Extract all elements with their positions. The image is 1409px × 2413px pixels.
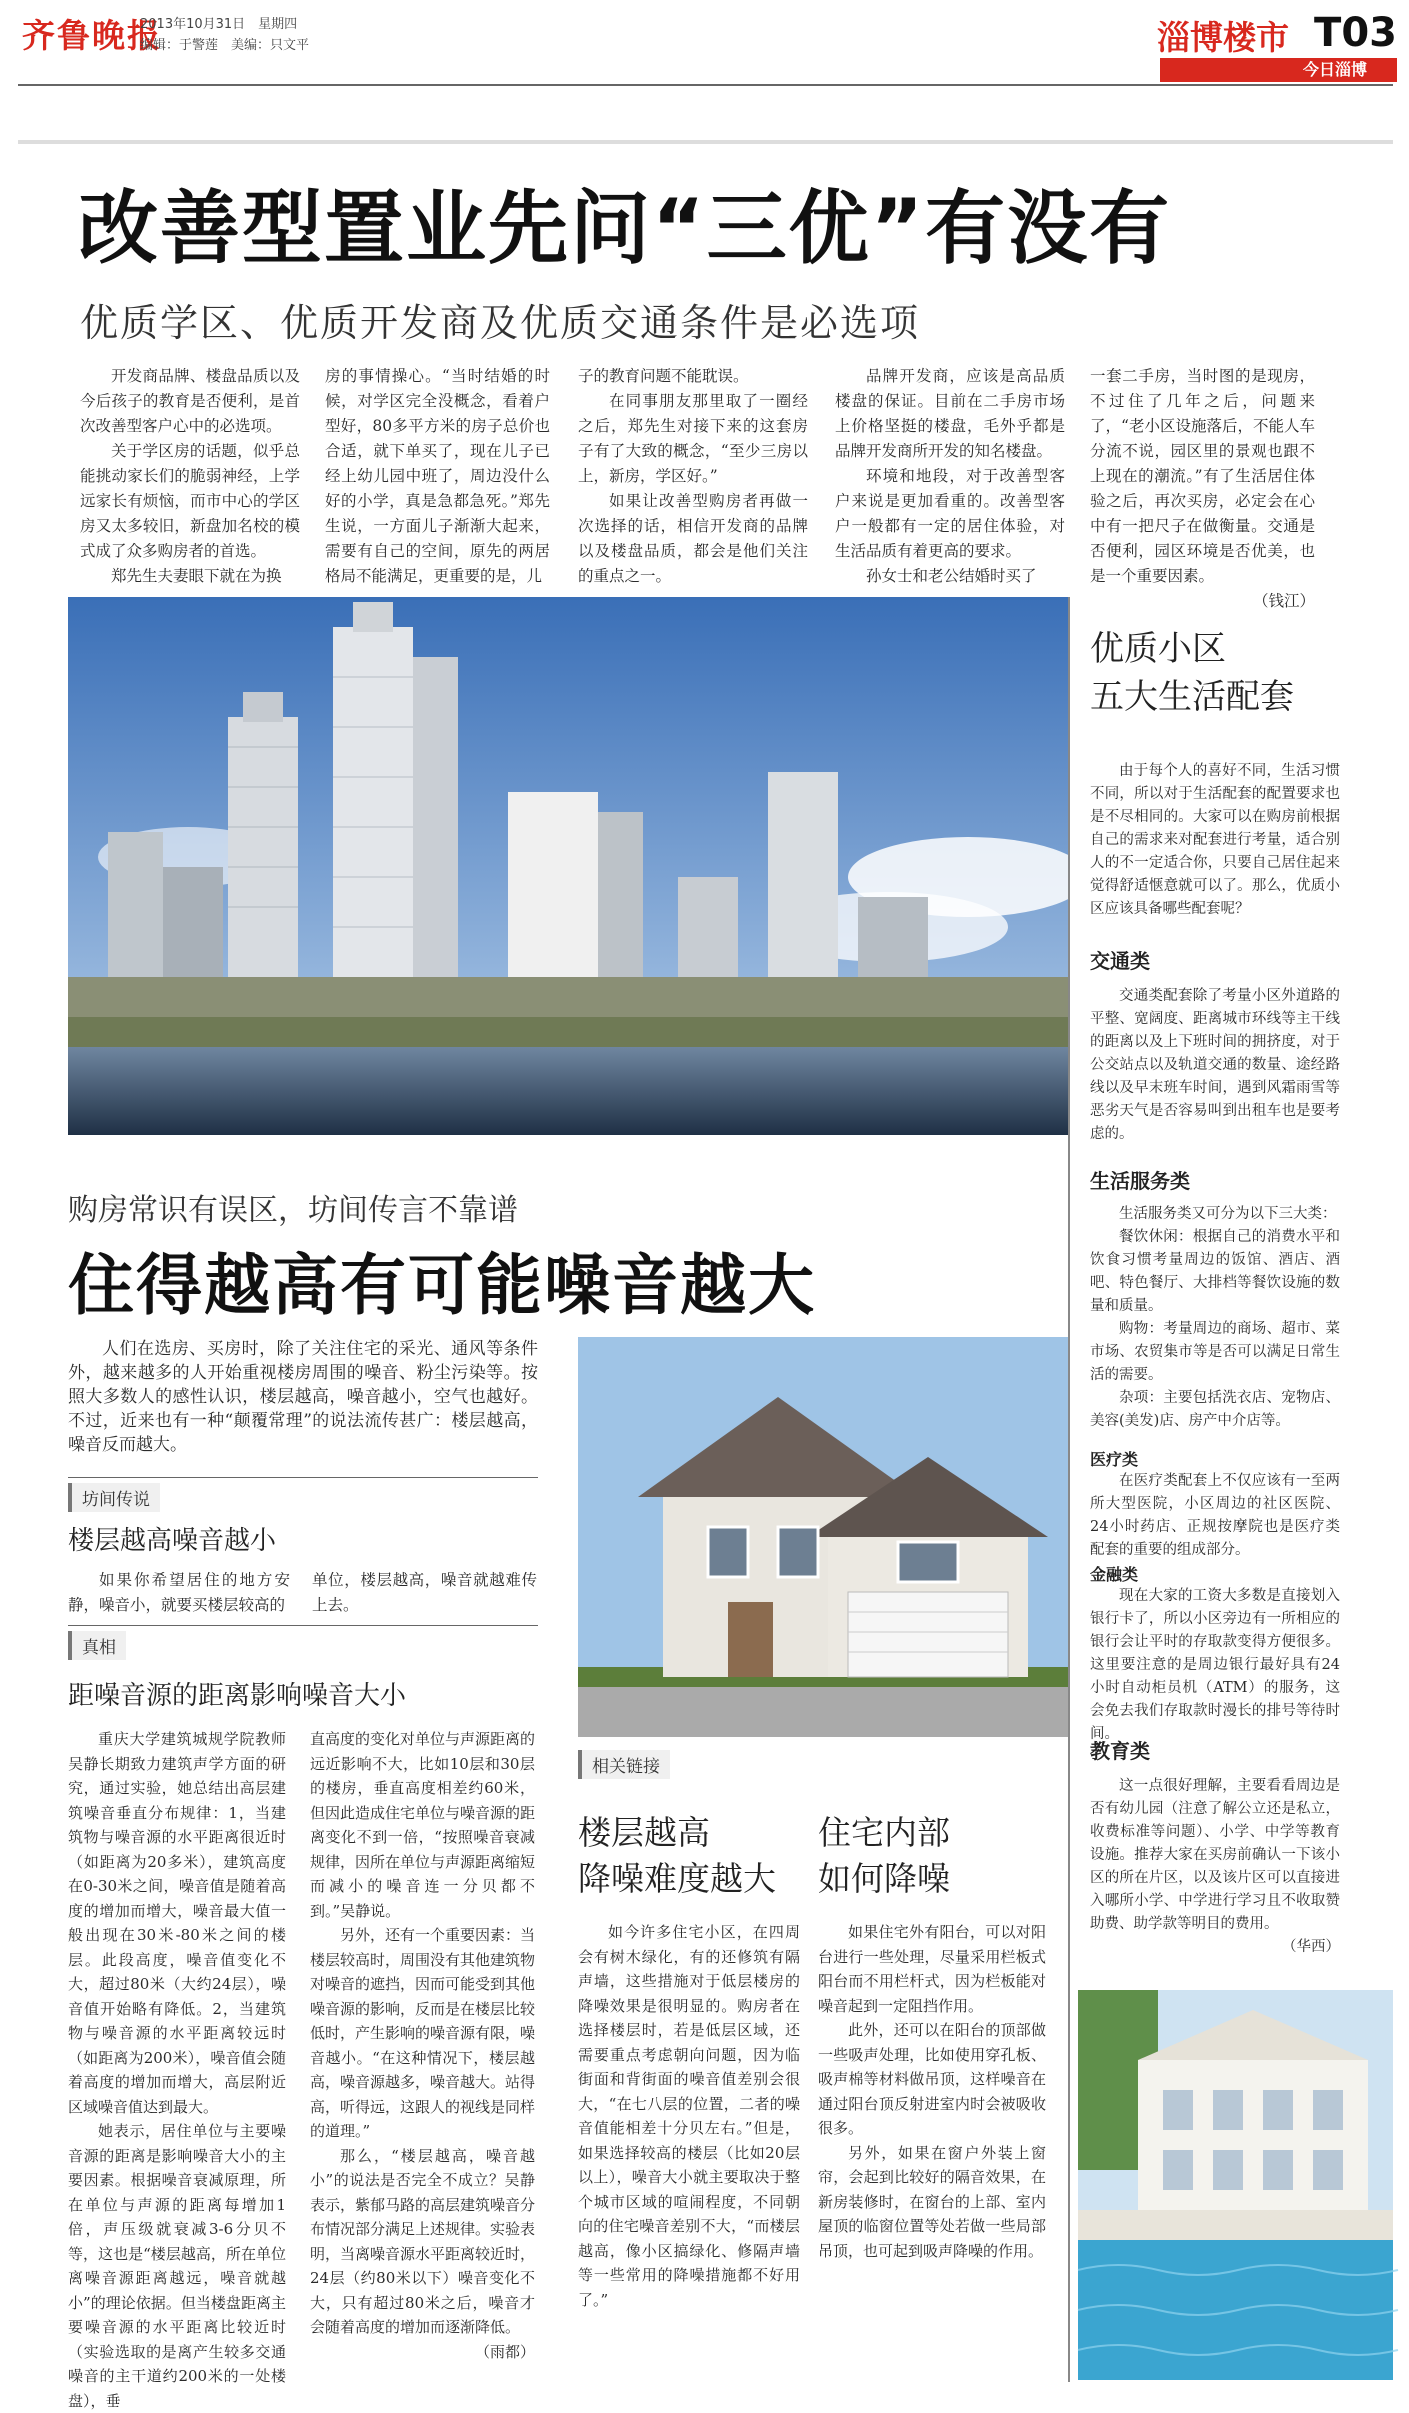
related-box1-text: 如今许多住宅小区，在四周会有树木绿化，有的还修筑有隔声墙，这些措施对于低层楼房的降噪效果是很明显的。购房者在选择楼层时，若是低层区域，还需要重点考虑朝向问题，因为临街面和背街面的噪音值差别会很大，“在七八层的位置，二者的噪音值能相差十分贝左右。”但是，如果选择较高的楼层（比如20层以上），噪音大小就主要取决于整个城市区域的喧闹程度，不同朝向的住宅噪音差别不大，“而楼层越高，像小区搞绿化、修隔声墙等一些常用的降噪措施都不好用了。” [578,1923,800,2309]
masthead-rule [18,84,1393,86]
sidebar-cat-education: 教育类 [1090,1739,1150,1763]
related-tag: 相关链接 [578,1750,670,1779]
truth-subheading: 距噪音源的距离影响噪音大小 [68,1681,407,1711]
house-image [578,1337,1068,1737]
sidebar-title: 优质小区 五大生活配套 [1090,629,1294,717]
truth-col-2: 直高度的变化对单位与声源距离的远近影响不大，比如10层和30层的楼房，垂直高度相差约60米，但因此造成住宅单位与噪音源的距离变化不到一倍，“按照噪音衰减规律，因所在单位与声源距离缩短而减小的噪音连一分贝都不到。”吴静说。 另外，还有一个重要因素：当楼层较高时，周围没有其他建筑物对噪音的遮挡，因而可能受到其他噪音源的影响，反而是在楼层比较低时，产生影响的噪音源有限，噪音越小。“在这种情况下，楼层越高，噪音源越多，噪音越大。站得高，听得远，这跟人的视线是同样的道理。” 那么，“楼层越高，噪音越小”的说法是否完全不成立？吴静表示，紫郁马路的高层建筑噪音分布情况部分满足上述规律。实验表明，当离噪音源水平距离较近时，24层（约80米以下）噪音变化不大，只有超过80米之后，噪音才会随着高度的增加而逐渐降低。 （雨都） [310,1730,536,2361]
editor-credit: 编辑：于警莲 美编：只文平 [140,38,310,53]
sidebar-cat-services: 生活服务类 [1090,1169,1190,1193]
page-number: T03 [1314,10,1397,56]
sidebar-intro: 由于每个人的喜好不同，生活习惯不同，所以对于生活配套的配置要求也是不尽相同的。大家可以在购房前根据自己的需求来对配套进行考量，适合别人的不一定适合你，只要自己居住起来觉得舒适惬意就可以了。那么，优质小区应该具备哪些配套呢？ [1090,763,1340,917]
header-band [18,140,1393,144]
article2-lead: 人们在选房、买房时，除了关注住宅的采光、通风等条件外，越来越多的人开始重视楼房周围的噪音、粉尘污染等。按照大多数人的感性认识，楼层越高，噪音越小，空气也越好。不过，近来也有一种“颠覆常理”的说法流传甚广：楼层越高，噪音反而越大。 [68,1339,538,1455]
article2-kicker: 购房常识有误区，坊间传言不靠谱 [68,1193,518,1228]
sidebar-education-text: 这一点很好理解，主要看看周边是否有幼儿园（注意了解公立还是私立，收费标准等问题）、小学、中学等教育设施。推荐大家在买房前确认一下该小区的所在片区，以及该片区可以直接进入哪所小学、中学进行学习且不收取赞助费、助学款等明目的费用。 （华西） [1090,1778,1340,1955]
article1-col-5: 一套二手房，当时图的是现房，不过住了几年之后，问题来了，“老小区设施落后，不能人车分流不说，园区里的景观也跟不上现在的潮流。”有了生活居住体验之后，再次买房，必定会在心中有一把尺子在做衡量。交通是否便利，园区环境是否优美，也是一个重要因素。 （钱江） [1090,367,1315,610]
rumor-rule [68,1477,538,1478]
rumor-col-1: 如果你希望居住的地方安静，噪音小，就要买楼层较高的 [68,1571,290,1614]
villa-image [1078,1990,1393,2380]
truth-col-1: 重庆大学建筑城规学院教师吴静长期致力建筑声学方面的研究，通过实验，她总结出高层建筑噪音垂直分布规律：1，当建筑物与噪音源的水平距离很近时（如距离为20多米），建筑高度在0-30米之间，噪音值是随着高度的增加而增大，噪音最大值一般出现在30米-80米之间的楼层。此段高度，噪音值变化不大，超过80米（大约24层），噪音值开始略有降低。2，当建筑物与噪音源的水平距离较远时（如距离为200米），噪音值会随着高度的增加而增大，高层附近区域噪音值达到最大。 她表示，居住单位与主要噪音源的距离是影响噪音大小的主要因素。根据噪音衰减原理，所在单位与声源的距离每增加1倍，声压级就衰减3-6分贝不等，这也是“楼层越高，所在单位离噪音源距离越远，噪音就越小”的理论依据。但当楼盘距离主要噪音源的水平距离比较近时（实验选取的是离产生较多交通噪音的主干道约200米的一处楼盘），垂 [68,1730,286,2410]
rumor-col-2: 单位，楼层越高，噪音就越难传上去。 [312,1571,537,1614]
city-skyline-photo [68,597,1068,1135]
article1-col-1: 开发商品牌、楼盘品质以及今后孩子的教育是否便利，是首次改善型客户心中的必选项。 关于学区房的话题，似乎总能挑动家长们的脆弱神经，上学远家长有烦恼，而市中心的学区房又太多较旧，新盘加名校的模式成了众多购房者的首选。 郑先生夫妻眼下就在为换 [80,367,300,585]
sidebar-medical-text: 在医疗类配套上不仅应该有一至两所大型医院，小区周边的社区医院、24小时药店、正规按摩院也是医疗类配套的重要的组成部分。 [1090,1473,1340,1558]
villa-pool-photo [1078,1990,1393,2380]
issue-info [140,14,309,56]
sidebar-finance-text: 现在大家的工资大多数是直接划入银行卡了，所以小区旁边有一所相应的银行会让平时的存取款变得方便很多。这里要注意的是周边银行最好具有24小时自动柜员机（ATM）的服务，这会免去我们存取款时漫长的排号等待时间。 [1090,1588,1340,1742]
sidebar-cat-finance: 金融类 [1090,1565,1139,1584]
related-box2-text: 如果住宅外有阳台，可以对阳台进行一些处理，尽量采用栏板式阳台而不用栏杆式，因为栏板能对噪音起到一定阻挡作用。 此外，还可以在阳台的顶部做一些吸声处理，比如使用穿孔板、吸声棉等材料做吊顶，这样噪音在通过阳台顶反射进室内时会被吸收很多。 另外，如果在窗户外装上窗帘，会起到比较好的隔音效果，在新房装修时，在窗台的上部、室内屋顶的临窗位置等处若做一些局部吊顶，也可起到吸声降噪的作用。 [818,1923,1046,2260]
article1-col-3: 子的教育问题不能耽误。 在同事朋友那里取了一圈经之后，郑先生对接下来的这套房子有了大致的概念，“至少三房以上，新房，学区好。” 如果让改善型购房者再做一次选择的话，相信开发商的品牌以及楼盘品质，都会是他们关注的重点之一。 [578,367,808,585]
sidebar-services-text: 生活服务类又可分为以下三大类： 餐饮休闲：根据自己的消费水平和饮食习惯考量周边的饭馆、酒店、酒吧、特色餐厅、大排档等餐饮设施的数量和质量。 购物：考量周边的商场、超市、菜市场、农贸集市等是否可以满足日常生活的需要。 杂项：主要包括洗衣店、宠物店、美容(美发)店、房产中介店等。 [1090,1206,1340,1429]
related-box1-title: 楼层越高 降噪难度越大 [578,1813,776,1898]
rumor-tag: 坊间传说 [68,1483,160,1512]
sidebar-transport-text: 交通类配套除了考量小区外道路的平整、宽阔度、距离城市环线等主干线的距离以及上下班时间的拥挤度，对于公交站点以及轨道交通的数量、途经路线以及早末班车时间，遇到风霜雨雪等恶劣天气是否容易叫到出租车也是要考虑的。 [1090,988,1340,1142]
truth-rule [68,1625,538,1626]
issue-date: 2013年10月31日 星期四 [140,17,298,32]
house-photo [578,1337,1068,1737]
sidebar-cat-transport: 交通类 [1090,949,1150,973]
article1-col-2: 房的事情操心。“当时结婚的时候，对学区完全没概念，看着户型好，80多平方米的房子总价也合适，就下单买了，现在儿子已经上幼儿园中班了，周边没什么好的小学，真是急都急死。”郑先生说，一方面儿子渐渐大起来，需要有自己的空间，原先的两居格局不能满足，更重要的是，儿 [325,367,550,585]
truth-tag: 真相 [68,1631,126,1660]
sub-section-bar: 今日淄博 [1160,58,1397,82]
skyline-image [68,597,1068,1135]
article1-col-4: 品牌开发商，应该是高品质楼盘的保证。目前在二手房市场上价格坚挺的楼盘，毛外乎都是品牌开发商所开发的知名楼盘。 环境和地段，对于改善型客户来说是更加看重的。改善型客户一般都有一定的居住体验，对生活品质有着更高的要求。 孙女士和老公结婚时买了 [835,367,1065,585]
newspaper-brand: 齐鲁晚报 [22,16,162,55]
article1-subheadline: 优质学区、优质开发商及优质交通条件是必选项 [80,301,921,345]
article1-headline: 改善型置业先问“三优”有没有 [78,182,1172,275]
section-title: 淄博楼市 [1157,18,1289,57]
article2-headline: 住得越高有可能噪音越大 [68,1247,816,1324]
related-box2-title: 住宅内部 如何降噪 [818,1813,950,1898]
rumor-subheading: 楼层越高噪音越小 [68,1526,277,1556]
sidebar-cat-medical: 医疗类 [1090,1450,1139,1469]
